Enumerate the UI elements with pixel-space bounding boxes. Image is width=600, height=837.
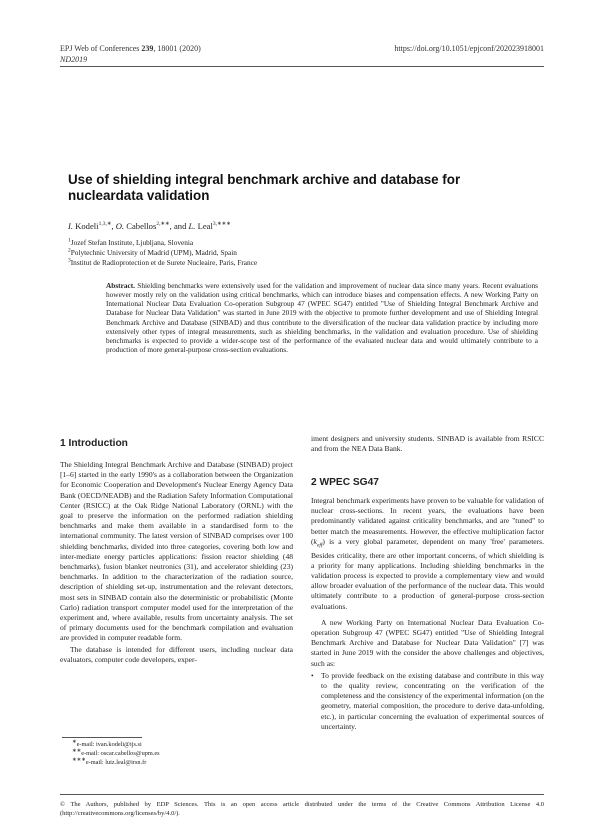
left-column xyxy=(60,460,293,665)
list-item: • To provide feedback on the existing database and contribute in this way to the quality review, concentrating on the verification of the completeness and the consistency of the experimental information (on the geometry, material composition, the procedure to derive data-unfolding, etc.), in particular concerning the evaluation of experimental sources of uncertainty. xyxy=(311,670,544,731)
email-link[interactable]: e-mail: ivan.kodeli@ijs.si xyxy=(76,741,142,748)
paragraph: The Shielding Integral Benchmark Archive and Database (SINBAD) project [1–6] started in the early 1990's as a collaboration between the Organization for Economic Cooperation and Development's Nuclear Energy Agency Data Bank (OECD/NEADB) and the Radiation Safety Information Computational Center (RSICC) at the Oak Ridge National Laboratory (ORNL) with the goal to preserve the information on the performed radiation shielding benchmarks and make them available in a standardised form to the international community. The latest version of SINBAD comprises over 100 shielding benchmarks, divided into three categories, covering both low and inter-mediate energy particles applications: fission reactor shielding (48 benchmarks), fusion blanket neutronics (31), and accelerator shielding (23) benchmarks. In addition to the characterization of the radiation source, description of shielding set-up, instrumentation and the relevant detectors, most sets in SINBAD contain also the deterministic or probabilistic (Monte Carlo) radiation transport computer model used for the interpretation of the experiment and, where available, results from uncertainty analysis. The set of primary documents used for the benchmark compilation and evaluation are provided in computer readable form. xyxy=(60,460,293,643)
header-rule xyxy=(60,66,544,67)
bullet-icon: • xyxy=(311,670,314,680)
right-column-section2 xyxy=(311,496,544,732)
email-link[interactable]: e-mail: oscar.cabellos@upm.es xyxy=(81,750,160,757)
paragraph: A new Working Party on International Nuclear Data Evaluation Co-operation Subgroup 47 (WPEC SG47) entitled "Use of Shielding Integral Benchmark Archive and Database for Nuclear Data Validation" [7] was started in June 2019 with the consider the above challenges and objectives, such as: xyxy=(311,617,544,668)
doi-link[interactable]: https://doi.org/10.1051/epjconf/202023918001 xyxy=(394,44,544,53)
paper-title: Use of shielding integral benchmark archive and database for nucleardata validation xyxy=(68,172,461,203)
footnote: ∗e-mail: ivan.kodeli@ijs.si xyxy=(72,738,142,748)
abstract-label: Abstract. xyxy=(106,281,135,290)
volume-number: 239 xyxy=(141,44,154,53)
abstract xyxy=(106,281,538,354)
footnote: ∗∗∗e-mail: luiz.leal@irsn.fr xyxy=(72,756,147,766)
email-link[interactable]: e-mail: luiz.leal@irsn.fr xyxy=(85,759,147,766)
paragraph: Integral benchmark experiments have proven to be valuable for validation of nuclear cross-sections. In recent years, the evaluations have been predominantly validated against criticality benchmarks, and are "tuned" to better match the measurements. However, the effective multiplication factor $(k_{eff})$ is a very global parameter, dependent on many 'free' parameters. Besides criticality, there are other important concerns, of which shielding is a priority for many applications. Including shielding benchmarks in the validation process is expected to provide a complementary view and would allow broader evaluation of the performance of the nuclear data. This would ultimately contribute to a production of general-purpose cross-section evaluations. xyxy=(311,496,544,611)
affiliation: $^1$Jozef Stefan Institute, Ljubljana, Slovenia xyxy=(68,237,194,247)
running-header-journal: EPJ Web of Conferences 239, 18001 (2020) xyxy=(60,44,201,53)
footnote: ∗∗e-mail: oscar.cabellos@upm.es xyxy=(72,747,160,757)
footnote-rule xyxy=(62,737,142,738)
footer-rule xyxy=(60,794,544,795)
running-header-conference: ND2019 xyxy=(60,55,88,64)
affiliation: $^2$Polytechnic University of Madrid (UPM), Madrid, Spain xyxy=(68,247,237,257)
right-column xyxy=(311,434,544,454)
paragraph: The database is intended for different users, including nuclear data evaluators, computer code developers, exper- xyxy=(60,644,293,664)
section-heading-introduction: 1 Introduction xyxy=(60,438,128,449)
section-heading-wpec: 2 WPEC SG47 xyxy=(311,477,379,488)
author-list: I. Kodeli$^{1,3,∗}$, O. Cabellos$^{2,∗∗}$, and L. Leal$^{3,∗∗∗}$ xyxy=(68,221,231,231)
license-notice: © The Authors, published by EDP Sciences. This is an open access article distributed under the terms of the Creative Commons Attribution License 4.0 (http://creativecommons.org/licenses/by/4.0/). xyxy=(60,801,544,817)
affiliation: $^3$Institut de Radioprotection et de Surete Nucleaire, Paris, France xyxy=(68,257,258,267)
abstract-text: Shielding benchmarks were extensively used for the validation and improvement of nuclear data since many years. Recent evaluations however mostly rely on the validation using critical benchmarks, which can introduce biases and compensation effects. A new Working Party on International Nuclear Data Evaluation Co-operation Subgroup 47 (WPEC SG47) entitled "Use of Shielding Integral Benchmark Archive and Database for Nuclear Data Validation" was started in June 2019 with the objective to promote further development and use of Shielding Integral Benchmark Archive and Database (SINBAD) and thus contribute to the diversification of the nuclear data validation practice by including more extensively other types of integral measurements, such as shielding benchmarks, in the validation and evaluation procedure. Use of shielding benchmarks is expected to provide a wider-scope test of the performance of the evaluated nuclear data and would ultimately contribute to a production of more general-purpose cross-section evaluations. xyxy=(106,281,538,355)
paragraph: iment designers and university students. SINBAD is available from RSICC and from the NEA Data Bank. xyxy=(311,434,544,454)
